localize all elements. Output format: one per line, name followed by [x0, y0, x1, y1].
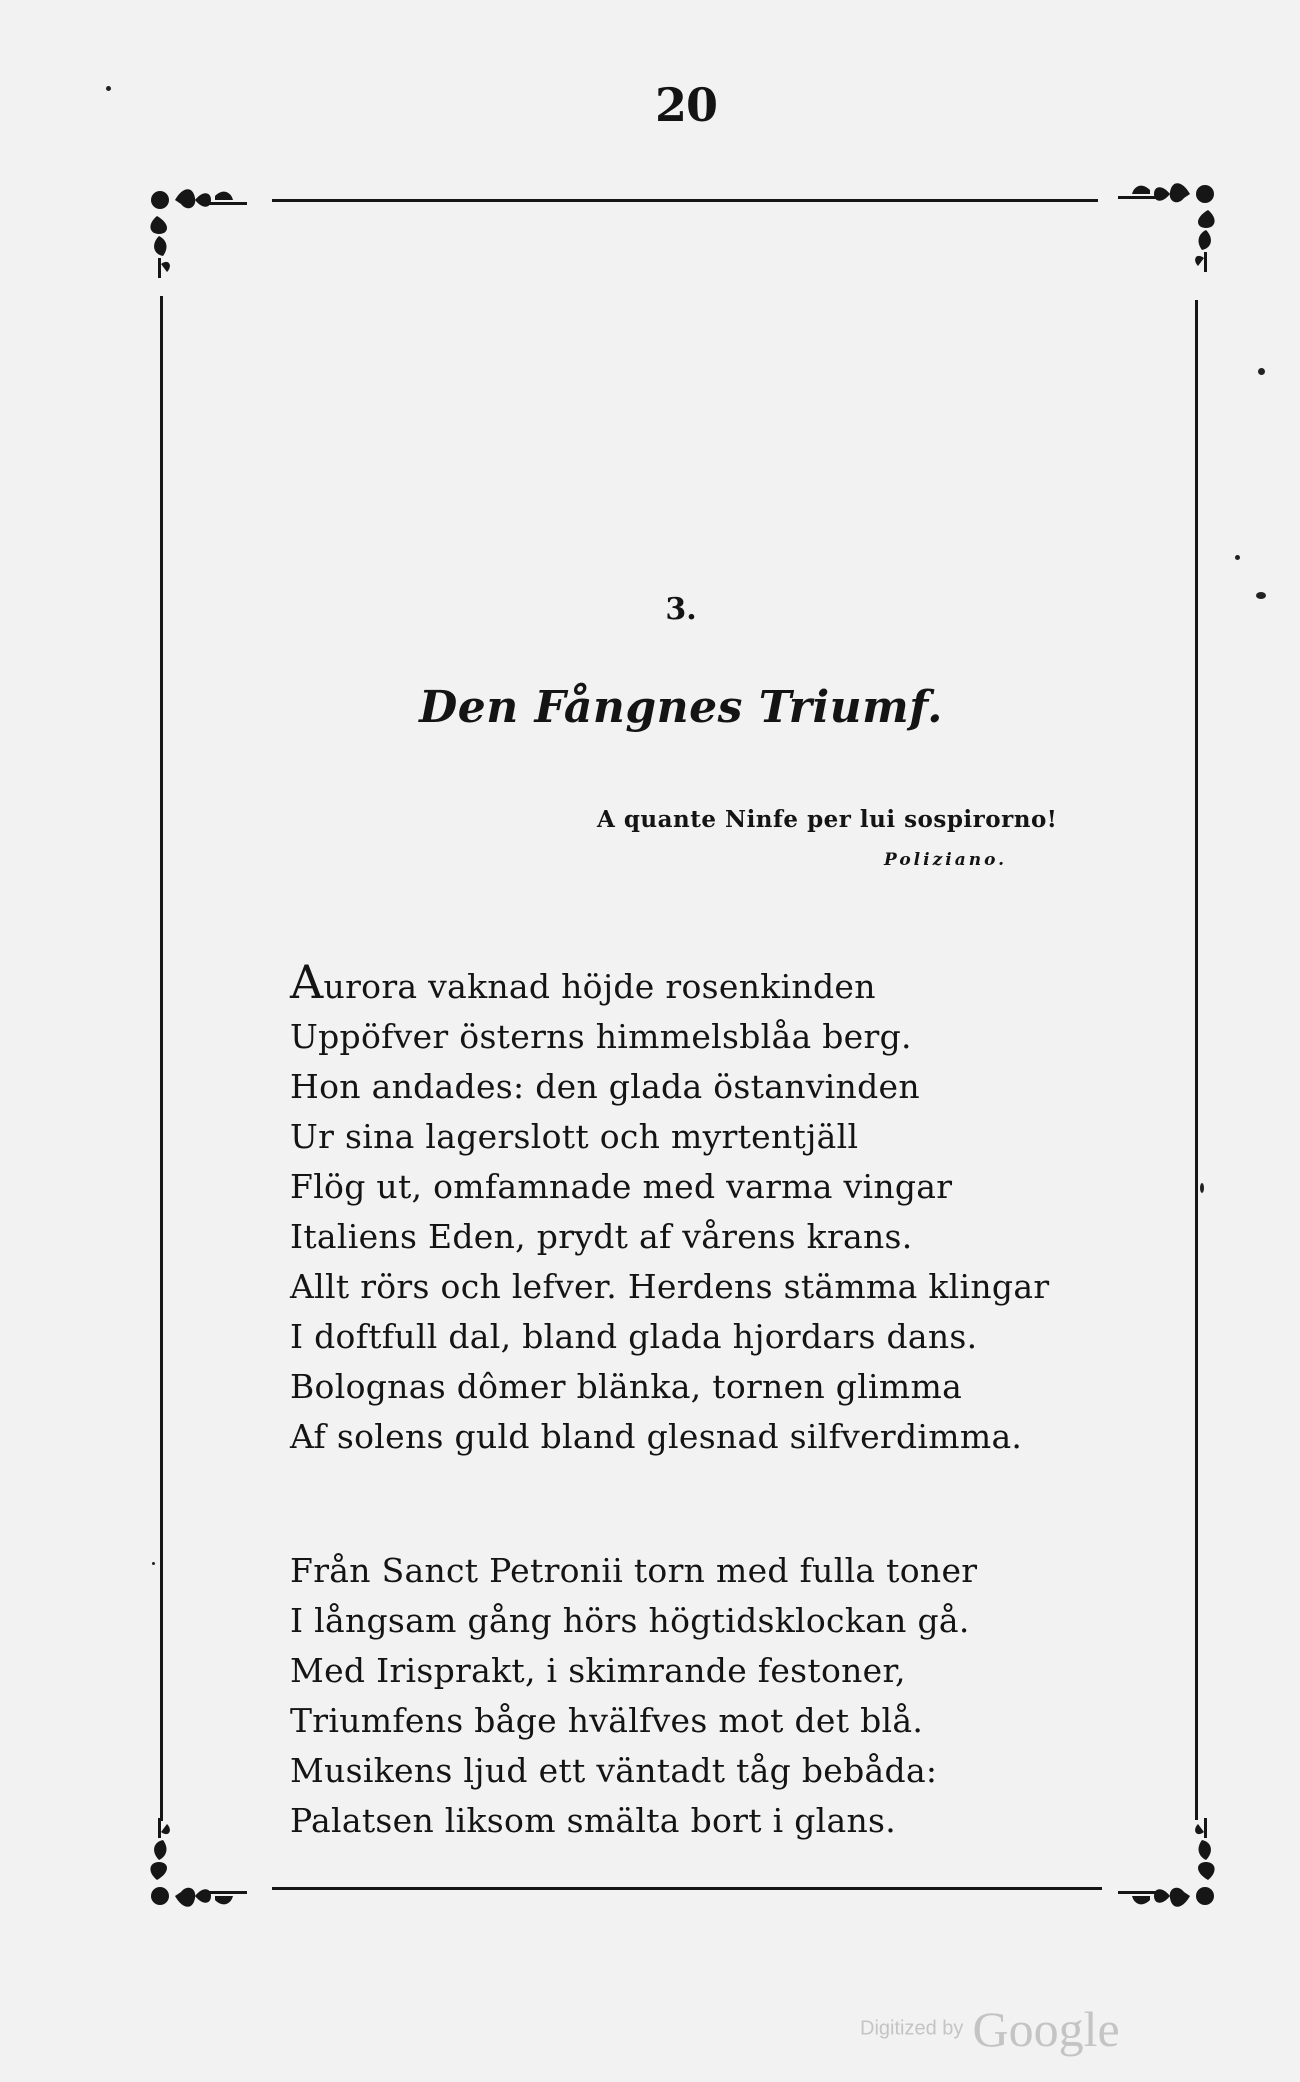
poem-line: Triumfens båge hvälfves mot det blå. — [290, 1701, 924, 1740]
scan-speck — [152, 1562, 155, 1565]
poem-line: Med Irisprakt, i skimrande festoner, — [290, 1651, 906, 1690]
poem-line — [290, 955, 1049, 1012]
digitized-watermark — [860, 2000, 1120, 2058]
corner-ornament-icon — [145, 178, 255, 288]
poem-line: I långsam gång hörs högtidsklockan gå. — [290, 1601, 970, 1640]
frame-rule-bottom — [272, 1887, 1102, 1890]
poem-line: Italiens Eden, prydt af vårens krans. — [290, 1217, 913, 1256]
scan-speck — [1258, 368, 1265, 375]
frame-rule-left — [160, 296, 163, 1821]
corner-ornament-icon — [145, 1808, 255, 1918]
scan-speck — [1235, 555, 1240, 560]
poem-line: Hon andades: den glada östanvinden — [290, 1067, 920, 1106]
scan-speck — [106, 86, 111, 91]
poem-line: Flög ut, omfamnade med varma vingar — [290, 1167, 953, 1206]
drop-initial: A — [290, 955, 324, 1009]
poem-line: I doftfull dal, bland glada hjordars dans. — [290, 1317, 978, 1356]
poem-line: Uppöfver österns himmelsblåa berg. — [290, 1017, 912, 1056]
poem-line: Från Sanct Petronii torn med fulla toner — [290, 1551, 978, 1590]
poem-line: Musikens ljud ett väntadt tåg bebåda: — [290, 1751, 938, 1790]
frame-rule-top — [272, 199, 1098, 202]
stanza-2 — [290, 1546, 977, 1846]
poem-title: Den Fångnes Triumf. — [419, 682, 943, 733]
epigraph-text: A quante Ninfe per lui sospirorno! — [597, 806, 1058, 833]
stanza-1 — [290, 955, 1050, 1462]
scan-speck — [1256, 592, 1266, 599]
google-logo: Google — [972, 2001, 1120, 2057]
digitized-by-text: Digitized by — [860, 2017, 964, 2040]
poem-line-text: urora vaknad höjde rosenkinden — [323, 967, 876, 1006]
corner-ornament-icon — [1110, 1808, 1220, 1918]
page-number: 20 — [654, 78, 717, 132]
poem-line: Bolognas dômer blänka, tornen glimma — [290, 1367, 963, 1406]
scan-speck — [1200, 1183, 1204, 1193]
frame-rule-right — [1195, 300, 1198, 1820]
epigraph-source: Poliziano. — [884, 850, 1008, 870]
poem-line: Palatsen liksom smälta bort i glans. — [290, 1801, 897, 1840]
section-number: 3. — [665, 592, 697, 627]
poem-line: Ur sina lagerslott och myrtentjäll — [290, 1117, 859, 1156]
poem-line: Allt rörs och lefver. Herdens stämma klingar — [290, 1267, 1050, 1306]
corner-ornament-icon — [1110, 172, 1220, 282]
poem-line: Af solens guld bland glesnad silfverdimma. — [290, 1417, 1023, 1456]
